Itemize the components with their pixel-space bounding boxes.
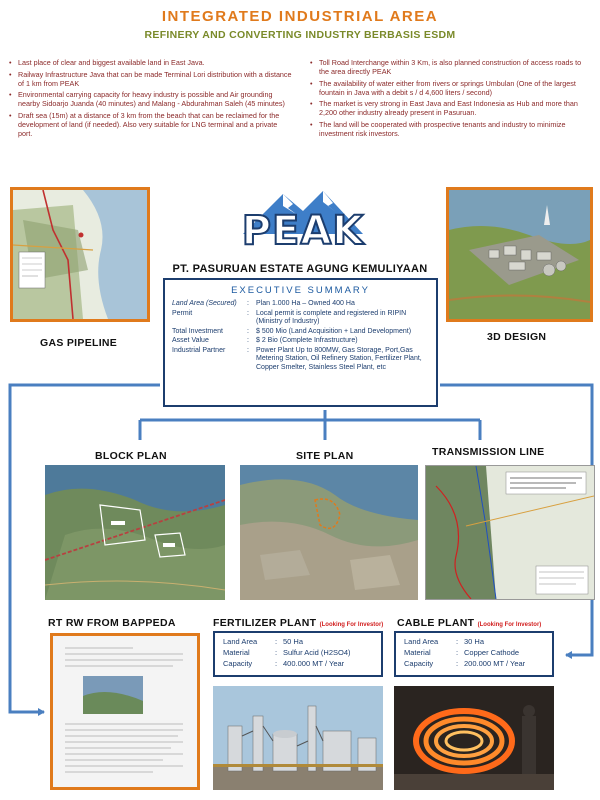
summary-value: Local permit is complete and registered in RIPIN (Ministry of Industry) (256, 309, 407, 325)
summary-key: Total Investment (172, 327, 223, 335)
company-name: PT. PASURUAN ESTATE AGUNG KEMULIYAAN (172, 263, 428, 275)
gas-pipeline-label: GAS PIPELINE (40, 337, 118, 349)
table-row: Capacity : 400.000 MT / Year (223, 659, 351, 670)
spec-key: Land Area (223, 637, 258, 646)
logo-text: PEAK (241, 208, 365, 252)
summary-value: Plan 1.000 Ha – Owned 400 Ha (256, 300, 355, 307)
summary-key: Asset Value (172, 337, 209, 344)
bullet-list-right (309, 58, 593, 140)
fertilizer-plant-title: FERTILIZER PLANT (213, 617, 317, 629)
gas-pipeline-frame (10, 187, 150, 322)
rt-rw-frame (50, 633, 200, 790)
site-plan-image (240, 465, 418, 600)
transmission-line-image (425, 465, 595, 600)
summary-key: Industrial Partner (172, 346, 226, 354)
3d-design-label: 3D DESIGN (487, 331, 547, 343)
block-plan-image (45, 465, 225, 600)
site-plan-label: SITE PLAN (296, 450, 354, 462)
list-item: • Toll Road Interchange within 3 Km, is also planned construction of access roads to the area directly PEAK (309, 58, 593, 76)
spec-key: Capacity (404, 659, 434, 668)
table-row: Permit : Local permit is complete and registered in RIPIN (Ministry of Industry) (172, 310, 431, 328)
spec-key: Material (404, 648, 431, 657)
summary-key: Permit (172, 309, 193, 317)
page-title: INTEGRATED INDUSTRIAL AREA (161, 8, 439, 25)
rt-rw-label: RT RW FROM BAPPEDA (48, 617, 176, 629)
table-row: Land Area : 50 Ha (223, 637, 351, 648)
executive-summary-title: EXECUTIVE SUMMARY (231, 285, 370, 296)
list-item: • Railway Infrastructure Java that can be made Terminal Lori distribution with a distance of 1 km from PEAK (8, 70, 293, 88)
summary-key: Land Area (Secured) (172, 300, 237, 307)
gas-pipeline-map-image (13, 190, 147, 319)
fertilizer-spec-box (213, 631, 383, 677)
table-row: Land Area (Secured) : Plan 1.000 Ha – Owned 400 Ha (172, 300, 431, 310)
list-item: • The availability of water either from rivers or springs Umbulan (One of the largest fountain in Java with a debit s / d 4,600 liters / second) (309, 79, 593, 97)
executive-summary-box (163, 278, 438, 407)
list-item: • Draft sea (15m) at a distance of 3 km from the beach that can be reclaimed for the development of land (if needed). Also very suitable for LNG terminal and a private port. (8, 111, 293, 138)
table-row: Total Investment : $ 500 Mio (Land Acquisition + Land Development) (172, 328, 431, 338)
page-subtitle: REFINERY AND CONVERTING INDUSTRY BERBASIS ESDM (144, 29, 456, 41)
table-row: Industrial Partner : Power Plant Up to 800MW, Gas Storage, Port,Gas Metering Station, Oil Refinery Station, Fertilizer Plant, Copper Smelter, Stainless Steel Plant, etc (172, 347, 431, 374)
block-plan-label: BLOCK PLAN (95, 450, 167, 462)
table-row: Material : Copper Cathode (404, 648, 525, 659)
spec-key: Capacity (223, 659, 253, 668)
table-row: Land Area : 30 Ha (404, 637, 525, 648)
cable-plant-label (397, 617, 541, 629)
summary-value: $ 2 Bio (Complete Infrastructure) (256, 337, 358, 344)
spec-key: Material (223, 648, 250, 657)
executive-summary-table (172, 300, 431, 373)
table-row: Capacity : 200.000 MT / Year (404, 659, 526, 668)
cable-spec-box (394, 631, 554, 677)
cable-plant-title: CABLE PLANT (397, 617, 475, 629)
spec-value: 400.000 MT / Year (283, 659, 345, 668)
table-row: Material : Sulfur Acid (H2SO4) (223, 648, 351, 657)
spec-value: 50 Ha (283, 637, 304, 646)
spec-value: 200.000 MT / Year (464, 659, 526, 668)
looking-for-investor-badge: (Looking For Investor) (477, 622, 542, 628)
summary-value: Power Plant Up to 800MW, Gas Storage, Port,Gas Metering Station, Oil Refinery Station, Fertilizer Plant, Copper Smelter, Stainless Steel Plant, etc (256, 346, 422, 371)
rt-rw-document-image (53, 636, 197, 787)
cable-spec-table (404, 637, 525, 670)
spec-value: Sulfur Acid (H2SO4) (283, 648, 351, 657)
looking-for-investor-badge: (Looking For Investor) (319, 622, 384, 628)
list-item: • The market is very strong in East Java and East Indonesia as Hub and more than 2,200 other industry already present in Pasuruan. (309, 99, 593, 117)
spec-key: Land Area (404, 637, 439, 646)
fertilizer-plant-image (213, 686, 383, 790)
3d-design-image (449, 190, 590, 319)
3d-design-frame (446, 187, 593, 322)
cable-plant-image (394, 686, 554, 790)
spec-value: Copper Cathode (464, 648, 520, 657)
list-item: • The land will be cooperated with prospective tenants and industry to minimize investment risk investors. (309, 120, 593, 138)
list-item: • Environmental carrying capacity for heavy industry is possible and Air grounding nearby Sidoarjo Juanda (40 minutes) and Malang - Abdurahman Saleh (45 minutes) (8, 90, 293, 108)
peak-logo (228, 186, 378, 252)
spec-value: 30 Ha (464, 637, 485, 646)
fertilizer-plant-label (213, 617, 383, 629)
table-row: Asset Value : $ 2 Bio (Complete Infrastructure) (172, 337, 431, 347)
summary-value: $ 500 Mio (Land Acquisition + Land Development) (256, 327, 412, 335)
fertilizer-spec-table (223, 637, 351, 670)
mountain-logo-icon (228, 186, 378, 252)
transmission-line-label: TRANSMISSION LINE (432, 446, 545, 458)
bullet-list-left (8, 58, 293, 140)
list-item: • Last place of clear and biggest available land in East Java. (8, 58, 293, 67)
